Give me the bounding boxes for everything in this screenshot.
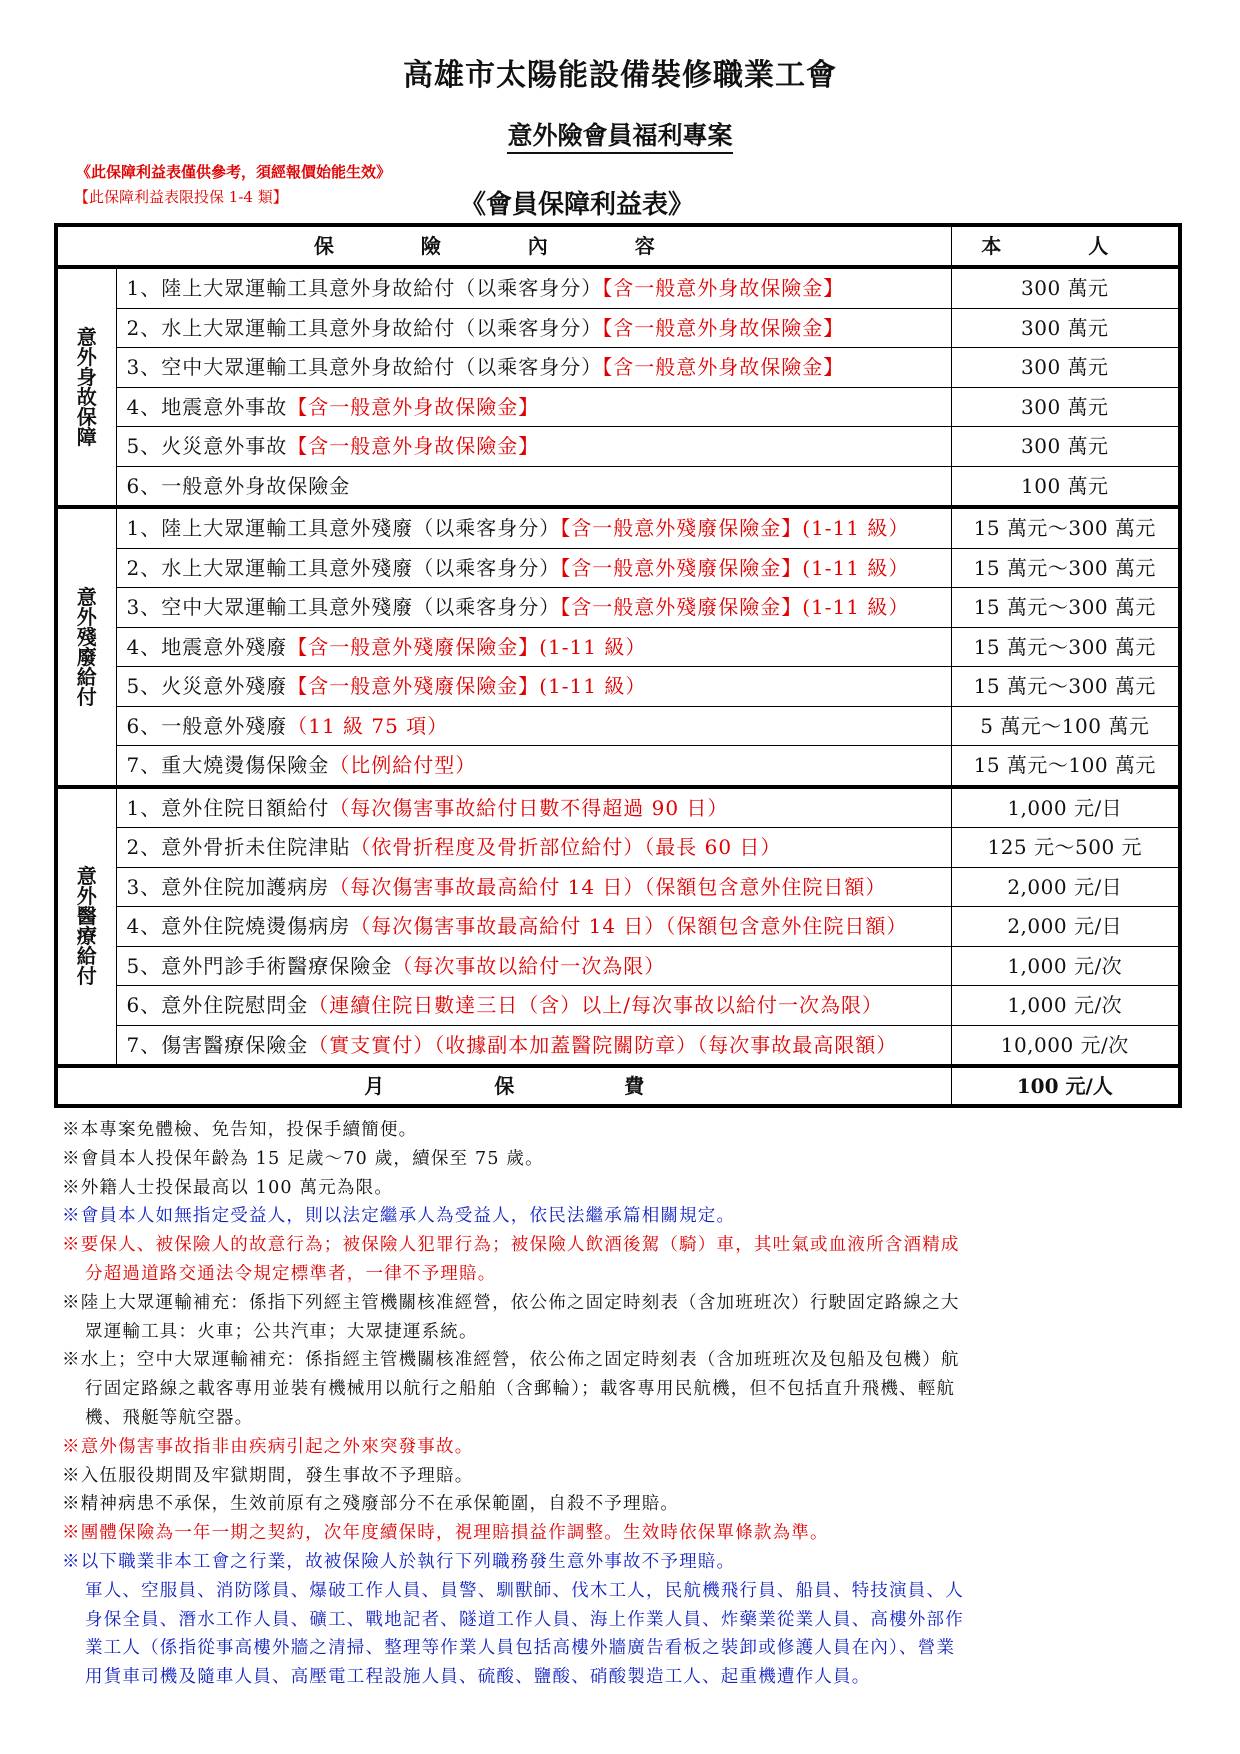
plan-title bbox=[0, 116, 1240, 152]
notes-section bbox=[62, 1116, 1172, 1692]
coverage-item-note: （連續住院日數達三日（含）以上/每次事故以給付一次為限） bbox=[308, 993, 883, 1018]
coverage-amount: 10,000 元/次 bbox=[951, 1025, 1180, 1066]
note-line: 行固定路線之載客專用並裝有機械用以航行之船舶（含郵輪）；載客專用民航機，但不包括直升飛機、輕航 bbox=[85, 1379, 956, 1400]
note-line: 業工人（係指從事高樓外牆之清掃、整理等作業人員包括高樓外牆廣告看板之裝卸或修護人員在內）、營業 bbox=[85, 1638, 956, 1659]
coverage-item bbox=[116, 427, 951, 467]
coverage-item-text: 3、空中大眾運輸工具意外殘廢（以乘客身分） bbox=[126, 595, 561, 620]
note-line: ※會員本人如無指定受益人，則以法定繼承人為受益人，依民法繼承篇相關規定。 bbox=[62, 1206, 736, 1227]
coverage-amount: 1,000 元/日 bbox=[951, 787, 1180, 828]
note-line: ※團體保險為一年一期之契約，次年度續保時，視理賠損益作調整。生效時依保單條款為準。 bbox=[62, 1523, 829, 1544]
table-row bbox=[56, 548, 1180, 588]
coverage-amount: 100 萬元 bbox=[951, 466, 1180, 507]
note-line: ※本專案免體檢、免告知，投保手續簡便。 bbox=[62, 1120, 418, 1140]
coverage-item-text: 1、陸上大眾運輸工具意外身故給付（以乘客身分） bbox=[126, 276, 603, 301]
coverage-item-note: 【含一般意外殘廢保險金】(1-11 級） bbox=[560, 516, 910, 541]
table-row bbox=[56, 828, 1180, 868]
table-row bbox=[56, 907, 1180, 947]
coverage-item-note: 【含一般意外殘廢保險金】(1-11 級） bbox=[560, 595, 910, 620]
header-content-text: 保 險 內 容 bbox=[313, 234, 695, 258]
header-insured bbox=[951, 225, 1180, 267]
coverage-amount: 125 元～500 元 bbox=[951, 828, 1180, 868]
table-row bbox=[56, 588, 1180, 628]
coverage-item-text: 5、意外門診手術醫療保險金 bbox=[126, 953, 393, 978]
plan-title-text: 意外險會員福利專案 bbox=[507, 121, 732, 154]
table-row bbox=[56, 507, 1180, 548]
coverage-item bbox=[116, 348, 951, 388]
coverage-amount: 2,000 元/日 bbox=[951, 907, 1180, 947]
coverage-item-text: 2、水上大眾運輸工具意外殘廢（以乘客身分） bbox=[126, 555, 561, 580]
coverage-amount: 300 萬元 bbox=[951, 308, 1180, 348]
coverage-amount: 1,000 元/次 bbox=[951, 986, 1180, 1026]
note-item bbox=[62, 1548, 1172, 1692]
coverage-item-note: （依骨折程度及骨折部位給付）（最長 60 日） bbox=[350, 835, 782, 860]
coverage-amount: 15 萬元～300 萬元 bbox=[951, 588, 1180, 628]
coverage-item-text: 2、意外骨折未住院津貼 bbox=[126, 835, 351, 860]
coverage-item-text: 7、傷害醫療保險金 bbox=[126, 1032, 309, 1057]
coverage-item-text: 4、地震意外殘廢 bbox=[126, 634, 288, 659]
coverage-item-text: 1、意外住院日額給付 bbox=[126, 795, 330, 820]
table-row bbox=[56, 667, 1180, 707]
note-line: ※外籍人士投保最高以 100 萬元為限。 bbox=[62, 1177, 394, 1198]
table-row bbox=[56, 348, 1180, 388]
note-line: ※意外傷害事故指非由疾病引起之外來突發事故。 bbox=[62, 1436, 474, 1457]
coverage-amount: 300 萬元 bbox=[951, 267, 1180, 308]
coverage-item-text: 4、地震意外事故 bbox=[126, 394, 288, 419]
category-label bbox=[56, 267, 116, 507]
coverage-item bbox=[116, 308, 951, 348]
coverage-item-note: 【含一般意外殘廢保險金】(1-11 級） bbox=[287, 634, 647, 659]
table-title: 《會員保障利益表》 bbox=[460, 190, 695, 220]
note-line: 分超過道路交通法令規定標準者，一律不予理賠。 bbox=[85, 1263, 497, 1284]
coverage-item-text: 2、水上大眾運輸工具意外身故給付（以乘客身分） bbox=[126, 315, 603, 340]
note-item bbox=[62, 1145, 1172, 1174]
category-text: 意外身故保障 bbox=[76, 325, 97, 449]
coverage-item-text: 6、一般意外身故保險金 bbox=[126, 473, 351, 498]
coverage-item bbox=[116, 787, 951, 828]
note-item bbox=[62, 1490, 1172, 1519]
coverage-item-text: 3、空中大眾運輸工具意外身故給付（以乘客身分） bbox=[126, 355, 603, 380]
table-header-row bbox=[56, 225, 1180, 267]
note-item bbox=[62, 1519, 1172, 1548]
coverage-item-note: （每次事故以給付一次為限） bbox=[392, 953, 666, 978]
coverage-amount: 15 萬元～300 萬元 bbox=[951, 548, 1180, 588]
header-content bbox=[56, 225, 951, 267]
coverage-item-note: （11 級 75 項） bbox=[287, 713, 449, 738]
coverage-item-text: 6、一般意外殘廢 bbox=[126, 713, 288, 738]
class-limit-disclaimer: 【此保障利益表限投保 1-4 類】 bbox=[74, 188, 288, 206]
note-item bbox=[62, 1202, 1172, 1231]
note-line: 軍人、空服員、消防隊員、爆破工作人員、員警、馴獸師、伐木工人，民航機飛行員、船員、特技演員、人 bbox=[85, 1580, 964, 1601]
note-line: 用貨車司機及隨車人員、高壓電工程設施人員、硫酸、鹽酸、硝酸製造工人、起重機遭作人員。 bbox=[85, 1667, 871, 1688]
table-row bbox=[56, 706, 1180, 746]
coverage-item-note: 【含一般意外身故保險金】 bbox=[287, 394, 540, 419]
coverage-item bbox=[116, 267, 951, 308]
table-row bbox=[56, 387, 1180, 427]
category-text: 意外殘廢給付 bbox=[76, 584, 97, 709]
coverage-item bbox=[116, 588, 951, 628]
coverage-item-note: 【含一般意外身故保險金】 bbox=[602, 355, 845, 380]
coverage-item bbox=[116, 627, 951, 667]
table-row bbox=[56, 746, 1180, 787]
note-item bbox=[62, 1289, 1172, 1347]
coverage-item bbox=[116, 946, 951, 986]
table-row bbox=[56, 466, 1180, 507]
coverage-item-text: 6、意外住院慰問金 bbox=[126, 993, 309, 1018]
note-line: 眾運輸工具：火車；公共汽車；大眾捷運系統。 bbox=[85, 1321, 478, 1342]
note-line: 機、飛艇等航空器。 bbox=[85, 1407, 254, 1428]
note-item bbox=[62, 1231, 1172, 1289]
note-line: ※以下職業非本工會之行業，故被保險人於執行下列職務發生意外事故不予理賠。 bbox=[62, 1551, 736, 1572]
coverage-amount: 15 萬元～100 萬元 bbox=[951, 746, 1180, 787]
note-item bbox=[62, 1116, 1172, 1145]
coverage-item-note: （比例給付型） bbox=[329, 753, 477, 778]
category-label bbox=[56, 507, 116, 787]
note-line: 身保全員、潛水工作人員、礦工、戰地記者、隧道工作人員、海上作業人員、炸藥業從業人員、高樓外部作 bbox=[85, 1609, 964, 1630]
coverage-item bbox=[116, 706, 951, 746]
coverage-item bbox=[116, 1025, 951, 1066]
coverage-item bbox=[116, 907, 951, 947]
coverage-item bbox=[116, 828, 951, 868]
table-row bbox=[56, 627, 1180, 667]
coverage-item-text: 1、陸上大眾運輸工具意外殘廢（以乘客身分） bbox=[126, 516, 561, 541]
table-row bbox=[56, 427, 1180, 467]
table-row bbox=[56, 308, 1180, 348]
table-row bbox=[56, 1025, 1180, 1066]
monthly-fee-row bbox=[56, 1066, 1180, 1106]
coverage-amount: 300 萬元 bbox=[951, 348, 1180, 388]
coverage-item bbox=[116, 667, 951, 707]
note-line: ※會員本人投保年齡為 15 足歲～70 歲，續保至 75 歲。 bbox=[62, 1148, 544, 1169]
coverage-item bbox=[116, 466, 951, 507]
table-row bbox=[56, 946, 1180, 986]
coverage-item-note: （實支實付）（收據副本加蓋醫院關防章）（每次事故最高限額） bbox=[308, 1032, 898, 1057]
table-row bbox=[56, 267, 1180, 308]
coverage-item bbox=[116, 507, 951, 548]
benefits-table bbox=[54, 223, 1182, 1108]
coverage-item-text: 7、重大燒燙傷保險金 bbox=[126, 753, 330, 778]
organization-title: 高雄市太陽能設備裝修職業工會 bbox=[403, 58, 837, 93]
coverage-item-text: 4、意外住院燒燙傷病房 bbox=[126, 914, 351, 939]
coverage-item-note: 【含一般意外身故保險金】 bbox=[602, 315, 845, 340]
category-text: 意外醫療給付 bbox=[76, 864, 97, 989]
note-line: ※水上；空中大眾運輸補充：係指經主管機關核准經營，依公佈之固定時刻表（含加班班次及包船及包機）航 bbox=[62, 1350, 960, 1371]
coverage-item bbox=[116, 867, 951, 907]
table-row bbox=[56, 986, 1180, 1026]
coverage-amount: 1,000 元/次 bbox=[951, 946, 1180, 986]
coverage-amount: 15 萬元～300 萬元 bbox=[951, 667, 1180, 707]
coverage-amount: 5 萬元～100 萬元 bbox=[951, 706, 1180, 746]
coverage-item-text: 5、火災意外殘廢 bbox=[126, 674, 288, 699]
note-line: ※要保人、被保險人的故意行為；被保險人犯罪行為；被保險人飲酒後駕（騎）車，其吐氣或血液所含酒精成 bbox=[62, 1235, 960, 1256]
category-label bbox=[56, 787, 116, 1067]
monthly-fee-label: 月保費 bbox=[56, 1066, 951, 1106]
note-item bbox=[62, 1346, 1172, 1432]
coverage-item-text: 3、意外住院加護病房 bbox=[126, 874, 330, 899]
reference-disclaimer: 《此保障利益表僅供參考，須經報價始能生效》 bbox=[76, 163, 392, 181]
coverage-item-note: 【含一般意外殘廢保險金】(1-11 級） bbox=[560, 555, 910, 580]
note-line: ※精神病患不承保，生效前原有之殘廢部分不在承保範圍，自殺不予理賠。 bbox=[62, 1494, 680, 1515]
coverage-item bbox=[116, 387, 951, 427]
coverage-item bbox=[116, 986, 951, 1026]
coverage-item-note: 【含一般意外身故保險金】 bbox=[602, 276, 845, 301]
coverage-item-note: 【含一般意外身故保險金】 bbox=[287, 434, 540, 459]
note-item bbox=[62, 1174, 1172, 1203]
coverage-amount: 15 萬元～300 萬元 bbox=[951, 627, 1180, 667]
note-line: ※陸上大眾運輸補充：係指下列經主管機關核准經營，依公佈之固定時刻表（含加班班次）行駛固定路線之大 bbox=[62, 1292, 960, 1313]
coverage-item-text: 5、火災意外事故 bbox=[126, 434, 288, 459]
coverage-item-note: （每次傷害事故給付日數不得超過 90 日） bbox=[329, 795, 729, 820]
table-row bbox=[56, 787, 1180, 828]
table-row bbox=[56, 867, 1180, 907]
coverage-amount: 15 萬元～300 萬元 bbox=[951, 507, 1180, 548]
coverage-item-note: （每次傷害事故最高給付 14 日）（保額包含意外住院日額） bbox=[350, 914, 908, 939]
coverage-amount: 300 萬元 bbox=[951, 427, 1180, 467]
note-item bbox=[62, 1462, 1172, 1491]
note-line: ※入伍服役期間及牢獄期間，發生事故不予理賠。 bbox=[62, 1465, 474, 1486]
coverage-item bbox=[116, 746, 951, 787]
coverage-amount: 2,000 元/日 bbox=[951, 867, 1180, 907]
monthly-fee-value: 100 元/人 bbox=[951, 1066, 1180, 1106]
coverage-amount: 300 萬元 bbox=[951, 387, 1180, 427]
coverage-item bbox=[116, 548, 951, 588]
note-item bbox=[62, 1433, 1172, 1462]
coverage-item-note: 【含一般意外殘廢保險金】(1-11 級） bbox=[287, 674, 647, 699]
coverage-item-note: （每次傷害事故最高給付 14 日）（保額包含意外住院日額） bbox=[329, 874, 887, 899]
header-insured-text: 本 人 bbox=[981, 234, 1149, 258]
